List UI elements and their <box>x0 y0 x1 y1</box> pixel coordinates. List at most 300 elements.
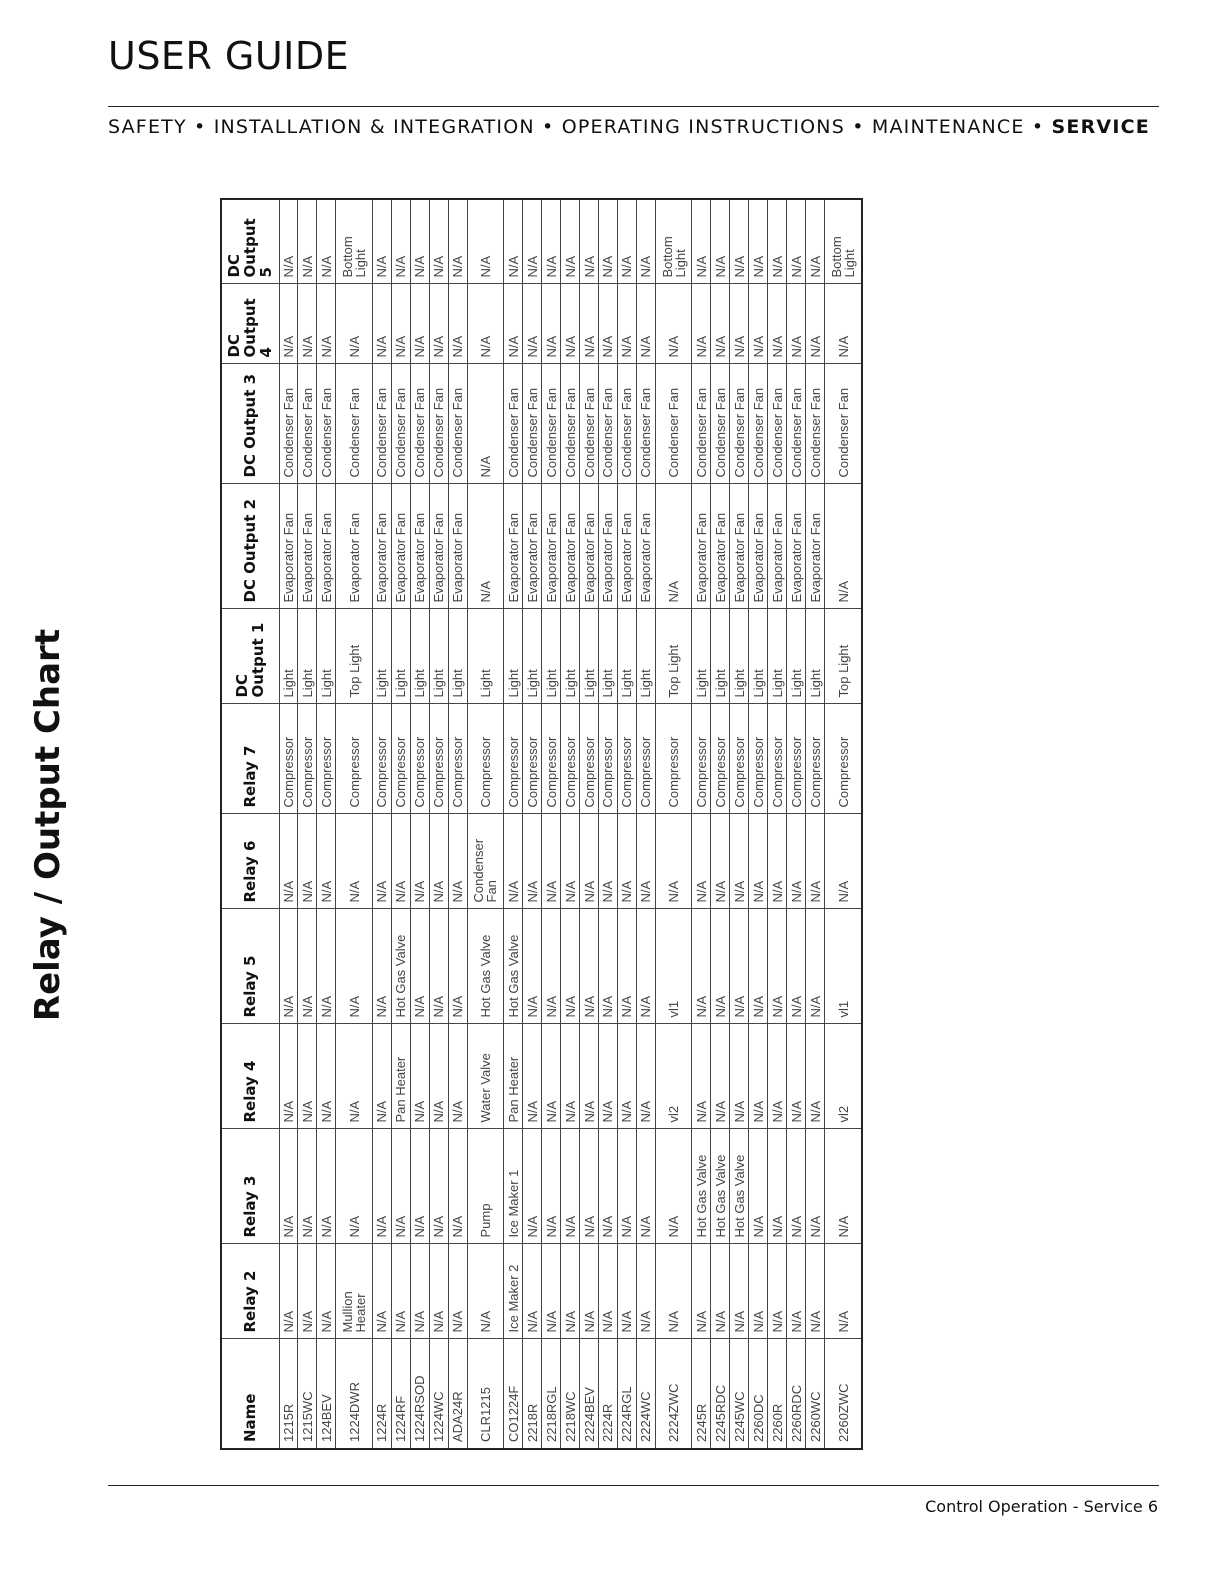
output-cell: Evaporator Fan <box>298 484 317 609</box>
output-cell: N/A <box>599 1024 618 1129</box>
output-cell: N/A <box>279 814 298 909</box>
output-cell: N/A <box>391 199 410 284</box>
output-cell: N/A <box>768 909 787 1024</box>
output-cell: N/A <box>542 1024 561 1129</box>
output-cell: Evaporator Fan <box>561 484 580 609</box>
output-cell: N/A <box>730 1244 749 1339</box>
output-cell: Compressor <box>523 704 542 814</box>
model-name-cell: 2224BEV <box>580 1339 599 1449</box>
output-cell: N/A <box>467 1244 504 1339</box>
output-cell: Condenser Fan <box>336 364 373 484</box>
relay-output-table <box>220 198 863 1450</box>
output-cell: Top Light <box>825 609 862 704</box>
output-cell: N/A <box>542 1129 561 1244</box>
output-cell: N/A <box>391 1244 410 1339</box>
model-name-cell: 2260ZWC <box>825 1339 862 1449</box>
output-cell: N/A <box>467 484 504 609</box>
output-cell: Compressor <box>655 704 692 814</box>
output-cell: Compressor <box>298 704 317 814</box>
output-cell: Light <box>561 609 580 704</box>
output-cell: Compressor <box>749 704 768 814</box>
output-cell: N/A <box>692 284 711 364</box>
output-cell: N/A <box>391 814 410 909</box>
output-cell: N/A <box>787 1129 806 1244</box>
output-cell: Evaporator Fan <box>523 484 542 609</box>
page-footer: Control Operation - Service 6 <box>925 1497 1158 1516</box>
output-cell: N/A <box>711 1244 730 1339</box>
output-cell: N/A <box>787 1244 806 1339</box>
table-row <box>692 199 711 1449</box>
output-cell: Compressor <box>636 704 655 814</box>
output-cell: Mullion Heater <box>336 1244 373 1339</box>
output-cell: Compressor <box>410 704 429 814</box>
output-cell: Light <box>749 609 768 704</box>
output-cell: N/A <box>599 1129 618 1244</box>
output-cell: N/A <box>749 199 768 284</box>
output-cell: Condenser Fan <box>298 364 317 484</box>
model-name-cell: 1224DWR <box>336 1339 373 1449</box>
output-cell: Light <box>279 609 298 704</box>
output-cell: Compressor <box>429 704 448 814</box>
column-header: Relay 6 <box>221 814 279 909</box>
model-name-cell: 2245WC <box>730 1339 749 1449</box>
output-cell: N/A <box>617 1024 636 1129</box>
output-cell: Light <box>617 609 636 704</box>
output-cell: Compressor <box>279 704 298 814</box>
output-cell: N/A <box>298 199 317 284</box>
output-cell: Evaporator Fan <box>617 484 636 609</box>
output-cell: Evaporator Fan <box>410 484 429 609</box>
output-cell: N/A <box>617 1129 636 1244</box>
output-cell: N/A <box>730 814 749 909</box>
output-cell: Condenser Fan <box>692 364 711 484</box>
model-name-cell: CLR1215 <box>467 1339 504 1449</box>
output-cell: N/A <box>448 814 467 909</box>
output-cell: N/A <box>768 814 787 909</box>
output-cell: Compressor <box>825 704 862 814</box>
output-cell: Hot Gas Valve <box>692 1129 711 1244</box>
table-row <box>636 199 655 1449</box>
output-cell: Light <box>787 609 806 704</box>
output-cell: Condenser Fan <box>542 364 561 484</box>
output-cell: N/A <box>599 1244 618 1339</box>
model-name-cell: 2224WC <box>636 1339 655 1449</box>
output-cell: Hot Gas Valve <box>467 909 504 1024</box>
output-cell: Light <box>504 609 523 704</box>
output-cell: N/A <box>410 1024 429 1129</box>
output-cell: N/A <box>372 1244 391 1339</box>
output-cell: Pan Heater <box>391 1024 410 1129</box>
output-cell: Light <box>523 609 542 704</box>
model-name-cell: 1224RSOD <box>410 1339 429 1449</box>
output-cell: N/A <box>410 1244 429 1339</box>
model-name-cell: CO1224F <box>504 1339 523 1449</box>
nav-item-installation: INSTALLATION & INTEGRATION <box>213 116 535 138</box>
output-cell: N/A <box>730 909 749 1024</box>
output-cell: N/A <box>391 284 410 364</box>
output-cell: Light <box>298 609 317 704</box>
output-cell: vl1 <box>825 909 862 1024</box>
output-cell: Light <box>636 609 655 704</box>
output-cell: Condenser Fan <box>617 364 636 484</box>
output-cell: Water Valve <box>467 1024 504 1129</box>
output-cell: Evaporator Fan <box>692 484 711 609</box>
output-cell: Bottom Light <box>655 199 692 284</box>
output-cell: Ice Maker 1 <box>504 1129 523 1244</box>
output-cell: N/A <box>298 909 317 1024</box>
output-cell: Compressor <box>448 704 467 814</box>
output-cell: Compressor <box>467 704 504 814</box>
table-row <box>730 199 749 1449</box>
table-row <box>749 199 768 1449</box>
model-name-cell: 1215WC <box>298 1339 317 1449</box>
table-row <box>467 199 504 1449</box>
output-cell: N/A <box>317 199 336 284</box>
output-cell: N/A <box>636 814 655 909</box>
output-cell: N/A <box>636 284 655 364</box>
output-cell: Evaporator Fan <box>429 484 448 609</box>
output-cell: N/A <box>410 199 429 284</box>
output-cell: Condenser Fan <box>825 364 862 484</box>
output-cell: N/A <box>599 814 618 909</box>
output-cell: N/A <box>711 909 730 1024</box>
output-cell: Light <box>806 609 825 704</box>
table-row <box>372 199 391 1449</box>
model-name-cell: 2245R <box>692 1339 711 1449</box>
output-cell: N/A <box>523 199 542 284</box>
output-cell: Compressor <box>336 704 373 814</box>
output-cell: Condenser Fan <box>768 364 787 484</box>
table-row <box>561 199 580 1449</box>
output-cell: N/A <box>787 199 806 284</box>
output-cell: Light <box>391 609 410 704</box>
output-cell: Compressor <box>806 704 825 814</box>
model-name-cell: 2260RDC <box>787 1339 806 1449</box>
output-cell: N/A <box>806 909 825 1024</box>
output-cell: Compressor <box>372 704 391 814</box>
output-cell: N/A <box>523 909 542 1024</box>
output-cell: Condenser Fan <box>279 364 298 484</box>
model-name-cell: 2224R <box>599 1339 618 1449</box>
output-cell: N/A <box>636 1244 655 1339</box>
nav-separator: • <box>852 116 865 138</box>
output-cell: N/A <box>410 1129 429 1244</box>
footer-divider <box>108 1485 1159 1486</box>
output-cell: N/A <box>561 1244 580 1339</box>
output-cell: Condenser Fan <box>448 364 467 484</box>
output-cell: N/A <box>336 814 373 909</box>
output-cell: N/A <box>617 1244 636 1339</box>
column-header: DC Output 3 <box>221 364 279 484</box>
output-cell: Evaporator Fan <box>372 484 391 609</box>
page-title: USER GUIDE <box>108 34 350 78</box>
output-cell: Light <box>599 609 618 704</box>
model-name-cell: 1215R <box>279 1339 298 1449</box>
output-cell: Top Light <box>336 609 373 704</box>
model-name-cell: 1224RF <box>391 1339 410 1449</box>
output-cell: N/A <box>429 199 448 284</box>
output-cell: Evaporator Fan <box>504 484 523 609</box>
output-cell: Evaporator Fan <box>711 484 730 609</box>
output-cell: N/A <box>655 284 692 364</box>
output-cell: N/A <box>806 284 825 364</box>
output-cell: N/A <box>467 284 504 364</box>
output-cell: N/A <box>787 284 806 364</box>
table-row <box>523 199 542 1449</box>
column-header: DC Output 1 <box>221 609 279 704</box>
output-cell: Evaporator Fan <box>542 484 561 609</box>
model-name-cell: 1224WC <box>429 1339 448 1449</box>
output-cell: N/A <box>542 909 561 1024</box>
output-cell: N/A <box>768 284 787 364</box>
output-cell: N/A <box>317 284 336 364</box>
output-cell: Condenser Fan <box>749 364 768 484</box>
output-cell: N/A <box>467 364 504 484</box>
output-cell: N/A <box>448 1024 467 1129</box>
output-cell: N/A <box>617 909 636 1024</box>
output-cell: N/A <box>523 1024 542 1129</box>
output-cell: N/A <box>279 1024 298 1129</box>
output-cell: Condenser Fan <box>410 364 429 484</box>
nav-separator: • <box>194 116 207 138</box>
output-cell: N/A <box>806 814 825 909</box>
table-row <box>448 199 467 1449</box>
output-cell: N/A <box>806 199 825 284</box>
output-cell: Condenser Fan <box>467 814 504 909</box>
output-cell: N/A <box>636 909 655 1024</box>
table-row <box>711 199 730 1449</box>
output-cell: N/A <box>580 909 599 1024</box>
output-cell: Condenser Fan <box>391 364 410 484</box>
output-cell: Evaporator Fan <box>448 484 467 609</box>
output-cell: N/A <box>711 284 730 364</box>
output-cell: N/A <box>692 199 711 284</box>
output-cell: Compressor <box>617 704 636 814</box>
output-cell: N/A <box>429 909 448 1024</box>
output-cell: N/A <box>429 1024 448 1129</box>
model-name-cell: 2260DC <box>749 1339 768 1449</box>
table-row <box>336 199 373 1449</box>
output-cell: Compressor <box>730 704 749 814</box>
output-cell: N/A <box>561 814 580 909</box>
output-cell: Light <box>372 609 391 704</box>
table-row <box>298 199 317 1449</box>
output-cell: N/A <box>372 284 391 364</box>
output-cell: N/A <box>504 284 523 364</box>
table-row <box>542 199 561 1449</box>
output-cell: N/A <box>317 1129 336 1244</box>
output-cell: N/A <box>561 284 580 364</box>
output-cell: Light <box>429 609 448 704</box>
output-cell: N/A <box>825 1129 862 1244</box>
output-cell: N/A <box>636 199 655 284</box>
header-divider <box>108 106 1159 107</box>
output-cell: Light <box>730 609 749 704</box>
output-cell: N/A <box>749 284 768 364</box>
output-cell: N/A <box>317 1024 336 1129</box>
output-cell: Evaporator Fan <box>599 484 618 609</box>
output-cell: Condenser Fan <box>599 364 618 484</box>
output-cell: N/A <box>429 814 448 909</box>
column-header: Relay 2 <box>221 1244 279 1339</box>
output-cell: N/A <box>504 199 523 284</box>
table-row <box>825 199 862 1449</box>
output-cell: N/A <box>730 199 749 284</box>
model-name-cell: ADA24R <box>448 1339 467 1449</box>
output-cell: N/A <box>336 1024 373 1129</box>
output-cell: N/A <box>580 1024 599 1129</box>
output-cell: Compressor <box>599 704 618 814</box>
output-cell: Evaporator Fan <box>730 484 749 609</box>
output-cell: Evaporator Fan <box>317 484 336 609</box>
output-cell: N/A <box>580 199 599 284</box>
output-cell: Light <box>580 609 599 704</box>
nav-separator: • <box>542 116 555 138</box>
table-row <box>391 199 410 1449</box>
output-cell: Compressor <box>504 704 523 814</box>
output-cell: N/A <box>655 1129 692 1244</box>
output-cell: Light <box>692 609 711 704</box>
output-cell: Condenser Fan <box>655 364 692 484</box>
output-cell: N/A <box>336 909 373 1024</box>
output-cell: N/A <box>298 1129 317 1244</box>
output-cell: Evaporator Fan <box>636 484 655 609</box>
output-cell: N/A <box>768 1024 787 1129</box>
output-cell: Evaporator Fan <box>768 484 787 609</box>
output-cell: N/A <box>542 814 561 909</box>
table-row <box>504 199 523 1449</box>
output-cell: N/A <box>806 1024 825 1129</box>
output-cell: N/A <box>448 199 467 284</box>
output-cell: N/A <box>279 1244 298 1339</box>
output-cell: Light <box>317 609 336 704</box>
model-name-cell: 2218WC <box>561 1339 580 1449</box>
column-header: Relay 5 <box>221 909 279 1024</box>
output-cell: Light <box>542 609 561 704</box>
output-cell: N/A <box>580 1244 599 1339</box>
rotated-chart-block <box>23 200 863 1450</box>
output-cell: Compressor <box>317 704 336 814</box>
table-row <box>806 199 825 1449</box>
output-cell: N/A <box>372 1129 391 1244</box>
column-header: DC Output 4 <box>221 284 279 364</box>
output-cell: Compressor <box>692 704 711 814</box>
output-cell: N/A <box>279 199 298 284</box>
output-cell: N/A <box>542 1244 561 1339</box>
output-cell: N/A <box>561 1129 580 1244</box>
output-cell: N/A <box>279 1129 298 1244</box>
nav-item-safety: SAFETY <box>108 116 187 138</box>
output-cell: N/A <box>580 1129 599 1244</box>
table-row <box>617 199 636 1449</box>
nav-item-operating: OPERATING INSTRUCTIONS <box>561 116 845 138</box>
output-cell: N/A <box>806 1244 825 1339</box>
output-cell: Light <box>410 609 429 704</box>
output-cell: N/A <box>787 909 806 1024</box>
output-cell: N/A <box>580 284 599 364</box>
output-cell: N/A <box>730 1024 749 1129</box>
output-cell: N/A <box>806 1129 825 1244</box>
output-cell: Pump <box>467 1129 504 1244</box>
output-cell: N/A <box>410 814 429 909</box>
model-name-cell: 2224ZWC <box>655 1339 692 1449</box>
table-row <box>655 199 692 1449</box>
output-cell: N/A <box>317 1244 336 1339</box>
output-cell: N/A <box>617 284 636 364</box>
output-cell: N/A <box>825 1244 862 1339</box>
table-header-row <box>221 199 279 1449</box>
output-cell: N/A <box>429 1244 448 1339</box>
output-cell: N/A <box>655 1244 692 1339</box>
model-name-cell: 2260WC <box>806 1339 825 1449</box>
output-cell: Condenser Fan <box>317 364 336 484</box>
output-cell: Condenser Fan <box>787 364 806 484</box>
column-header: DC Output 5 <box>221 199 279 284</box>
output-cell: N/A <box>599 909 618 1024</box>
output-cell: N/A <box>372 1024 391 1129</box>
output-cell: Compressor <box>768 704 787 814</box>
output-cell: Compressor <box>391 704 410 814</box>
output-cell: Compressor <box>561 704 580 814</box>
output-cell: N/A <box>768 199 787 284</box>
output-cell: N/A <box>711 199 730 284</box>
output-cell: N/A <box>787 814 806 909</box>
table-row <box>279 199 298 1449</box>
output-cell: Evaporator Fan <box>787 484 806 609</box>
output-cell: N/A <box>749 1129 768 1244</box>
section-nav <box>108 116 1150 138</box>
nav-item-service-active: SERVICE <box>1051 116 1150 138</box>
output-cell: N/A <box>542 284 561 364</box>
model-name-cell: 124BEV <box>317 1339 336 1449</box>
table-row <box>429 199 448 1449</box>
table-row <box>317 199 336 1449</box>
model-name-cell: 1224R <box>372 1339 391 1449</box>
output-cell: N/A <box>825 814 862 909</box>
output-cell: N/A <box>317 909 336 1024</box>
output-cell: N/A <box>825 284 862 364</box>
table-body <box>279 199 862 1449</box>
output-cell: N/A <box>448 1244 467 1339</box>
output-cell: N/A <box>825 484 862 609</box>
table-row <box>599 199 618 1449</box>
output-cell: N/A <box>336 1129 373 1244</box>
output-cell: N/A <box>448 1129 467 1244</box>
output-cell: N/A <box>692 909 711 1024</box>
output-cell: N/A <box>336 284 373 364</box>
output-cell: N/A <box>749 814 768 909</box>
output-cell: vl1 <box>655 909 692 1024</box>
output-cell: Compressor <box>542 704 561 814</box>
output-cell: N/A <box>410 909 429 1024</box>
output-cell: Compressor <box>711 704 730 814</box>
output-cell: Hot Gas Valve <box>730 1129 749 1244</box>
output-cell: N/A <box>787 1024 806 1129</box>
output-cell: N/A <box>599 199 618 284</box>
output-cell: N/A <box>617 199 636 284</box>
output-cell: N/A <box>692 1244 711 1339</box>
output-cell: N/A <box>711 814 730 909</box>
output-cell: Condenser Fan <box>523 364 542 484</box>
output-cell: vl2 <box>825 1024 862 1129</box>
output-cell: Compressor <box>787 704 806 814</box>
model-name-cell: 2218RGL <box>542 1339 561 1449</box>
chart-title: Relay / Output Chart <box>28 628 68 1022</box>
output-cell: Condenser Fan <box>711 364 730 484</box>
output-cell: Condenser Fan <box>504 364 523 484</box>
output-cell: N/A <box>298 284 317 364</box>
output-cell: N/A <box>561 1024 580 1129</box>
